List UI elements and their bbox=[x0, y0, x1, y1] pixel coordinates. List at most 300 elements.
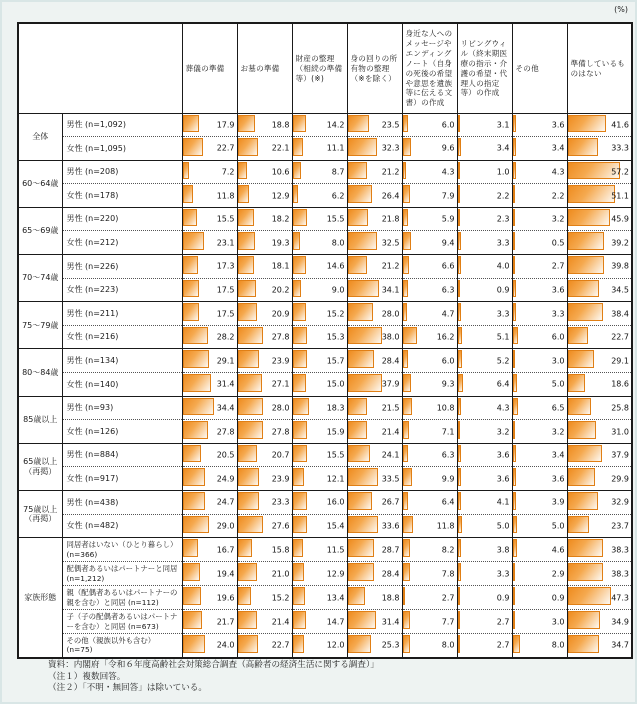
data-cell bbox=[402, 184, 457, 208]
data-cell bbox=[292, 634, 347, 658]
data-cell bbox=[237, 231, 292, 255]
value-label: 4.6 bbox=[551, 545, 565, 555]
value-bar bbox=[293, 611, 307, 629]
data-cell bbox=[347, 113, 402, 137]
data-cell bbox=[567, 420, 632, 444]
value-label: 57.2 bbox=[611, 167, 629, 177]
value-label: 6.4 bbox=[441, 497, 455, 507]
data-cell bbox=[402, 467, 457, 491]
value-label: 16.7 bbox=[216, 545, 235, 555]
value-label: 25.3 bbox=[381, 640, 400, 650]
data-cell bbox=[567, 349, 632, 373]
data-cell bbox=[237, 349, 292, 373]
value-label: 0.5 bbox=[551, 238, 565, 248]
data-cell bbox=[292, 396, 347, 420]
value-bar bbox=[458, 280, 460, 298]
table-row bbox=[18, 278, 632, 302]
value-bar bbox=[183, 492, 206, 510]
value-label: 18.8 bbox=[271, 120, 290, 130]
value-bar bbox=[513, 611, 516, 629]
group-label: 85歳以上 bbox=[18, 396, 62, 443]
data-cell bbox=[512, 231, 567, 255]
value-bar bbox=[403, 162, 407, 180]
value-label: 18.2 bbox=[271, 214, 290, 224]
value-bar bbox=[458, 421, 461, 439]
value-label: 27.6 bbox=[271, 521, 290, 531]
value-bar bbox=[403, 185, 410, 203]
value-label: 3.2 bbox=[496, 427, 510, 437]
value-bar bbox=[183, 374, 212, 392]
data-cell bbox=[402, 610, 457, 634]
value-label: 21.2 bbox=[381, 167, 400, 177]
value-bar bbox=[403, 327, 418, 345]
value-bar bbox=[458, 635, 460, 653]
group-label: 80～84歳 bbox=[18, 349, 62, 396]
value-label: 3.4 bbox=[551, 450, 565, 460]
value-bar bbox=[513, 185, 515, 203]
data-cell bbox=[512, 562, 567, 586]
data-cell bbox=[512, 514, 567, 538]
data-cell bbox=[512, 184, 567, 208]
value-label: 15.0 bbox=[326, 379, 345, 389]
data-cell bbox=[237, 207, 292, 231]
data-cell bbox=[292, 137, 347, 161]
value-label: 34.1 bbox=[381, 285, 400, 295]
data-cell bbox=[182, 467, 237, 491]
value-bar bbox=[458, 209, 460, 227]
value-label: 15.2 bbox=[326, 309, 345, 319]
value-label: 19.3 bbox=[271, 238, 290, 248]
data-cell bbox=[182, 113, 237, 137]
data-cell bbox=[457, 137, 512, 161]
data-cell bbox=[347, 137, 402, 161]
data-cell bbox=[402, 586, 457, 610]
data-cell bbox=[347, 207, 402, 231]
value-bar bbox=[183, 138, 204, 156]
value-bar bbox=[568, 256, 605, 274]
value-bar bbox=[348, 327, 383, 345]
value-label: 20.2 bbox=[271, 285, 290, 295]
value-label: 3.3 bbox=[496, 238, 510, 248]
value-label: 23.3 bbox=[271, 497, 290, 507]
value-label: 2.7 bbox=[496, 640, 510, 650]
data-cell bbox=[512, 113, 567, 137]
value-bar bbox=[238, 162, 248, 180]
value-label: 28.0 bbox=[381, 309, 400, 319]
value-label: 41.6 bbox=[611, 120, 629, 130]
group-label: 70～74歳 bbox=[18, 255, 62, 302]
value-bar bbox=[293, 492, 308, 510]
value-label: 3.6 bbox=[551, 474, 565, 484]
value-label: 15.2 bbox=[271, 593, 290, 603]
data-cell bbox=[567, 443, 632, 467]
value-label: 2.7 bbox=[441, 593, 455, 603]
data-cell bbox=[567, 137, 632, 161]
value-label: 21.8 bbox=[381, 214, 400, 224]
value-bar bbox=[238, 327, 264, 345]
value-bar bbox=[403, 374, 412, 392]
data-cell bbox=[347, 538, 402, 562]
data-cell bbox=[182, 634, 237, 658]
value-bar bbox=[458, 398, 462, 416]
data-cell bbox=[402, 255, 457, 279]
value-label: 16.2 bbox=[436, 332, 455, 342]
value-bar bbox=[458, 115, 461, 133]
value-bar bbox=[183, 611, 203, 629]
value-bar bbox=[403, 350, 409, 368]
data-cell bbox=[512, 207, 567, 231]
value-bar bbox=[348, 303, 374, 321]
value-label: 34.5 bbox=[611, 285, 629, 295]
group-label: 家族形態 bbox=[18, 538, 62, 658]
data-cell bbox=[292, 231, 347, 255]
data-cell bbox=[347, 231, 402, 255]
data-cell bbox=[567, 184, 632, 208]
value-label: 24.9 bbox=[216, 474, 235, 484]
value-label: 6.6 bbox=[441, 261, 455, 271]
value-label: 27.8 bbox=[271, 427, 290, 437]
value-label: 3.6 bbox=[551, 285, 565, 295]
value-label: 8.0 bbox=[551, 640, 565, 650]
data-cell bbox=[512, 325, 567, 349]
data-cell bbox=[237, 420, 292, 444]
data-cell bbox=[402, 562, 457, 586]
table-row bbox=[18, 396, 632, 420]
value-bar bbox=[348, 492, 373, 510]
value-bar bbox=[293, 468, 304, 486]
data-cell bbox=[512, 373, 567, 397]
value-bar bbox=[458, 468, 461, 486]
data-cell bbox=[457, 420, 512, 444]
value-label: 23.5 bbox=[381, 120, 400, 130]
data-cell bbox=[567, 634, 632, 658]
data-cell bbox=[347, 184, 402, 208]
value-bar bbox=[458, 516, 463, 534]
data-cell bbox=[237, 137, 292, 161]
value-label: 14.2 bbox=[326, 120, 345, 130]
value-bar bbox=[348, 635, 371, 653]
value-label: 20.5 bbox=[216, 450, 235, 460]
value-bar bbox=[403, 209, 408, 227]
data-cell bbox=[237, 610, 292, 634]
value-label: 29.9 bbox=[611, 474, 629, 484]
data-cell bbox=[457, 278, 512, 302]
row-label: 女性 (n=212) bbox=[62, 231, 182, 255]
value-bar bbox=[183, 587, 201, 605]
value-label: 7.1 bbox=[441, 427, 455, 437]
data-cell bbox=[237, 538, 292, 562]
value-label: 27.8 bbox=[271, 332, 290, 342]
value-label: 39.8 bbox=[611, 261, 629, 271]
data-cell bbox=[182, 538, 237, 562]
data-cell bbox=[182, 562, 237, 586]
value-label: 34.4 bbox=[216, 403, 235, 413]
value-label: 38.0 bbox=[381, 332, 400, 342]
value-bar bbox=[513, 563, 516, 581]
row-label: 女性 (n=223) bbox=[62, 278, 182, 302]
value-label: 3.4 bbox=[551, 143, 565, 153]
value-label: 32.5 bbox=[381, 238, 400, 248]
data-cell bbox=[237, 160, 292, 184]
column-header-6: リビングウィル（終末期医療の指示・介護の希望・代理人の指定等）の作成 bbox=[457, 23, 512, 113]
value-bar bbox=[403, 138, 412, 156]
value-bar bbox=[568, 468, 596, 486]
value-label: 11.8 bbox=[216, 191, 235, 201]
group-label: 60～64歳 bbox=[18, 160, 62, 207]
data-cell bbox=[402, 634, 457, 658]
data-cell bbox=[347, 467, 402, 491]
data-cell bbox=[347, 373, 402, 397]
data-cell bbox=[237, 184, 292, 208]
data-cell bbox=[457, 231, 512, 255]
value-bar bbox=[513, 115, 516, 133]
data-cell bbox=[512, 255, 567, 279]
value-bar bbox=[403, 398, 413, 416]
value-bar bbox=[293, 374, 307, 392]
data-cell bbox=[237, 255, 292, 279]
value-label: 15.5 bbox=[326, 450, 345, 460]
value-label: 37.9 bbox=[611, 450, 629, 460]
value-label: 26.7 bbox=[381, 497, 400, 507]
value-label: 15.7 bbox=[326, 356, 345, 366]
data-cell bbox=[292, 278, 347, 302]
value-label: 33.3 bbox=[611, 143, 629, 153]
value-label: 15.5 bbox=[326, 214, 345, 224]
value-bar bbox=[293, 232, 300, 250]
table-row bbox=[18, 373, 632, 397]
value-label: 28.2 bbox=[216, 332, 235, 342]
value-label: 1.0 bbox=[496, 167, 510, 177]
data-cell bbox=[347, 443, 402, 467]
value-bar bbox=[568, 303, 603, 321]
data-cell bbox=[402, 278, 457, 302]
data-cell bbox=[567, 467, 632, 491]
value-label: 27.8 bbox=[216, 427, 235, 437]
value-label: 22.7 bbox=[216, 143, 235, 153]
value-bar bbox=[513, 162, 517, 180]
data-cell bbox=[182, 349, 237, 373]
value-label: 24.7 bbox=[216, 497, 235, 507]
data-cell bbox=[402, 137, 457, 161]
data-cell bbox=[457, 160, 512, 184]
value-label: 2.2 bbox=[496, 191, 510, 201]
value-bar bbox=[183, 303, 199, 321]
value-bar bbox=[348, 209, 368, 227]
value-label: 38.4 bbox=[611, 309, 629, 319]
value-label: 7.8 bbox=[441, 569, 455, 579]
value-bar bbox=[183, 327, 209, 345]
value-label: 2.3 bbox=[496, 214, 510, 224]
value-label: 27.1 bbox=[271, 379, 290, 389]
value-label: 3.3 bbox=[496, 569, 510, 579]
value-label: 15.3 bbox=[326, 332, 345, 342]
data-cell bbox=[457, 467, 512, 491]
value-bar bbox=[293, 115, 306, 133]
data-cell bbox=[182, 302, 237, 326]
value-label: 11.5 bbox=[326, 545, 345, 555]
data-cell bbox=[567, 113, 632, 137]
value-bar bbox=[568, 492, 598, 510]
value-bar bbox=[403, 587, 405, 605]
value-bar bbox=[513, 327, 519, 345]
value-bar bbox=[293, 327, 307, 345]
note-2: （注２）「不明・無回答」は除いている。 bbox=[48, 683, 207, 694]
value-label: 38.3 bbox=[611, 545, 629, 555]
value-bar bbox=[293, 539, 304, 557]
data-cell bbox=[182, 373, 237, 397]
row-label: 子（子の配偶者あるいはパートナーを含む）と同居 (n=673) bbox=[62, 610, 182, 634]
data-cell bbox=[237, 278, 292, 302]
value-label: 34.7 bbox=[611, 640, 629, 650]
value-bar bbox=[183, 539, 198, 557]
value-label: 9.4 bbox=[441, 238, 455, 248]
value-label: 6.3 bbox=[441, 285, 455, 295]
value-label: 2.2 bbox=[551, 191, 565, 201]
data-cell bbox=[402, 207, 457, 231]
value-bar bbox=[293, 209, 307, 227]
value-label: 32.3 bbox=[381, 143, 400, 153]
data-cell bbox=[567, 610, 632, 634]
value-bar bbox=[458, 587, 460, 605]
data-cell bbox=[512, 610, 567, 634]
value-bar bbox=[458, 327, 463, 345]
group-label: 75～79歳 bbox=[18, 302, 62, 349]
value-label: 17.5 bbox=[216, 309, 235, 319]
value-bar bbox=[513, 445, 516, 463]
data-cell bbox=[292, 443, 347, 467]
footnotes bbox=[48, 660, 379, 695]
value-bar bbox=[348, 421, 368, 439]
value-bar bbox=[458, 185, 460, 203]
value-bar bbox=[568, 539, 603, 557]
value-bar bbox=[513, 209, 516, 227]
value-bar bbox=[403, 421, 410, 439]
data-cell bbox=[237, 491, 292, 515]
value-bar bbox=[348, 539, 374, 557]
data-cell bbox=[457, 443, 512, 467]
value-bar bbox=[348, 280, 379, 298]
data-cell bbox=[182, 207, 237, 231]
value-label: 23.9 bbox=[271, 474, 290, 484]
value-bar bbox=[293, 138, 303, 156]
data-cell bbox=[512, 278, 567, 302]
value-label: 8.0 bbox=[441, 640, 455, 650]
source-note: 資料：内閣府「令和６年度高齢社会対策総合調査（高齢者の経済生活に関する調査）」 bbox=[48, 660, 379, 670]
data-cell bbox=[182, 231, 237, 255]
table-row bbox=[18, 160, 632, 184]
value-label: 26.4 bbox=[381, 191, 400, 201]
value-bar bbox=[293, 421, 308, 439]
value-bar bbox=[293, 445, 307, 463]
value-bar bbox=[183, 350, 210, 368]
data-cell bbox=[292, 373, 347, 397]
row-label: 男性 (n=211) bbox=[62, 302, 182, 326]
value-label: 32.9 bbox=[611, 497, 629, 507]
value-bar bbox=[183, 445, 202, 463]
value-label: 0.9 bbox=[496, 593, 510, 603]
table-row bbox=[18, 349, 632, 373]
value-bar bbox=[238, 350, 260, 368]
row-label: 男性 (n=93) bbox=[62, 396, 182, 420]
value-bar bbox=[348, 138, 378, 156]
data-cell bbox=[512, 491, 567, 515]
value-bar bbox=[183, 421, 209, 439]
data-cell bbox=[567, 278, 632, 302]
value-label: 38.3 bbox=[611, 569, 629, 579]
data-cell bbox=[182, 586, 237, 610]
data-cell bbox=[347, 302, 402, 326]
value-bar bbox=[568, 115, 606, 133]
data-cell bbox=[182, 160, 237, 184]
value-label: 3.1 bbox=[496, 120, 510, 130]
data-cell bbox=[512, 443, 567, 467]
data-cell bbox=[402, 373, 457, 397]
value-bar bbox=[348, 516, 379, 534]
value-label: 21.4 bbox=[271, 617, 290, 627]
value-label: 6.0 bbox=[551, 332, 565, 342]
value-label: 4.0 bbox=[496, 261, 510, 271]
value-bar bbox=[513, 232, 515, 250]
value-label: 4.7 bbox=[441, 309, 455, 319]
group-label: 75歳以上（再掲） bbox=[18, 491, 62, 538]
value-bar bbox=[238, 421, 264, 439]
value-label: 19.6 bbox=[216, 593, 235, 603]
value-bar bbox=[238, 445, 257, 463]
data-cell bbox=[457, 586, 512, 610]
data-cell bbox=[347, 396, 402, 420]
value-bar bbox=[348, 398, 368, 416]
row-label: 女性 (n=482) bbox=[62, 514, 182, 538]
value-bar bbox=[458, 445, 461, 463]
value-label: 7.9 bbox=[441, 191, 455, 201]
value-bar bbox=[183, 635, 205, 653]
value-bar bbox=[238, 138, 258, 156]
value-label: 6.5 bbox=[551, 403, 565, 413]
value-label: 5.1 bbox=[496, 332, 510, 342]
value-label: 4.3 bbox=[551, 167, 565, 177]
value-label: 5.9 bbox=[441, 214, 455, 224]
table-row bbox=[18, 325, 632, 349]
value-label: 3.6 bbox=[551, 120, 565, 130]
data-cell bbox=[292, 349, 347, 373]
data-cell bbox=[292, 562, 347, 586]
value-label: 12.0 bbox=[326, 640, 345, 650]
table-row bbox=[18, 514, 632, 538]
value-bar bbox=[238, 115, 255, 133]
data-cell bbox=[457, 373, 512, 397]
data-cell bbox=[567, 491, 632, 515]
data-cell bbox=[292, 491, 347, 515]
value-bar bbox=[238, 516, 263, 534]
data-cell bbox=[347, 255, 402, 279]
value-label: 18.1 bbox=[271, 261, 290, 271]
value-bar bbox=[183, 280, 199, 298]
data-cell bbox=[237, 634, 292, 658]
value-bar bbox=[293, 185, 299, 203]
data-cell bbox=[457, 491, 512, 515]
row-label: 男性 (n=226) bbox=[62, 255, 182, 279]
row-label: 男性 (n=220) bbox=[62, 207, 182, 231]
value-label: 22.1 bbox=[271, 143, 290, 153]
row-label: 女性 (n=1,095) bbox=[62, 137, 182, 161]
data-cell bbox=[402, 538, 457, 562]
data-cell bbox=[457, 538, 512, 562]
value-bar bbox=[568, 327, 589, 345]
data-cell bbox=[237, 396, 292, 420]
value-bar bbox=[403, 516, 414, 534]
data-cell bbox=[402, 420, 457, 444]
data-cell bbox=[457, 634, 512, 658]
